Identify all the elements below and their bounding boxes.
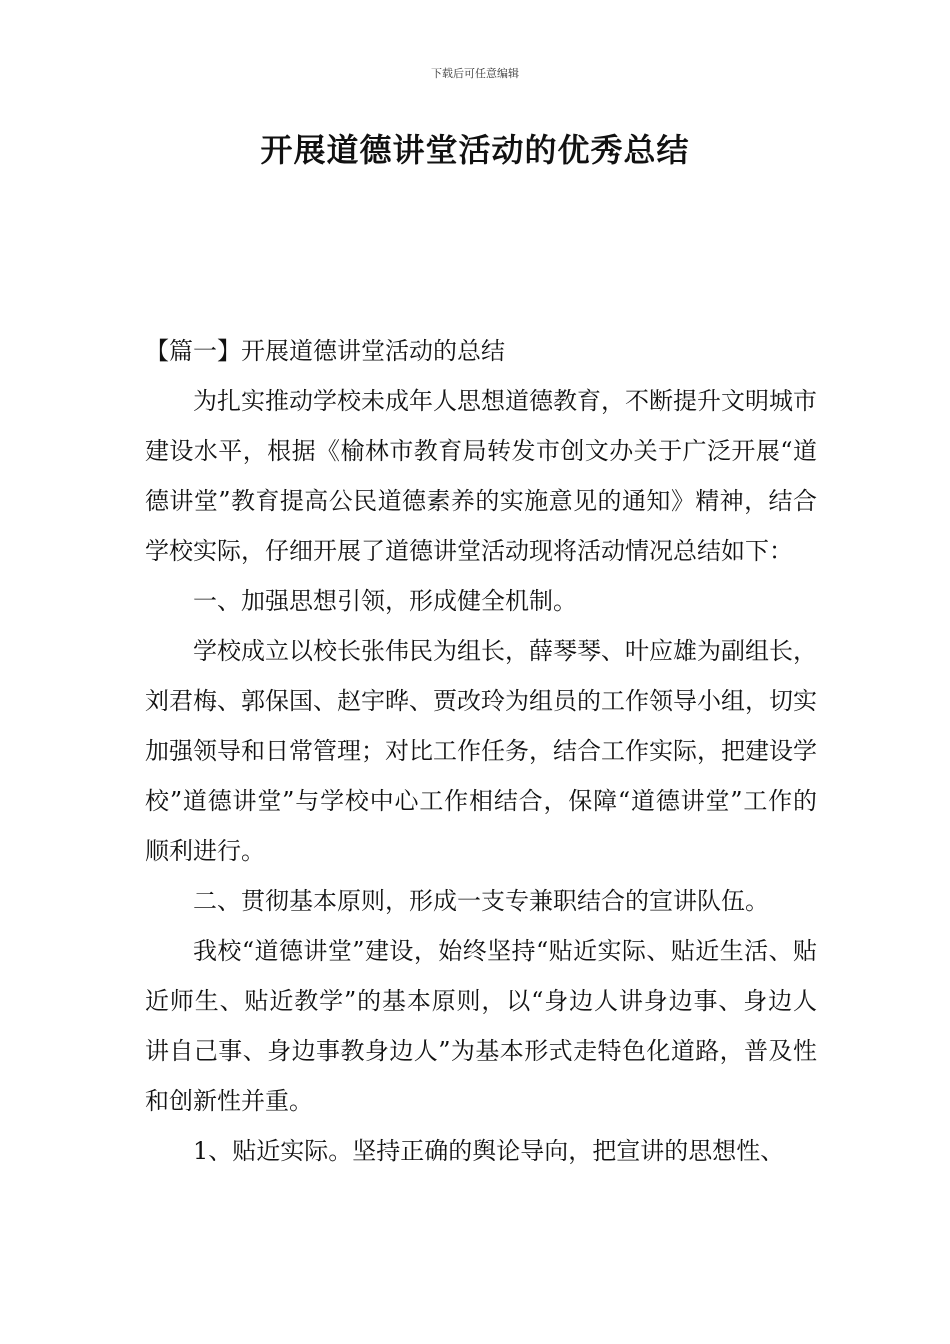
paragraph-item-1: 1、贴近实际。坚持正确的舆论导向，把宣讲的思想性、	[193, 1137, 785, 1165]
paragraph-principles: 我校“道德讲堂”建设，始终坚持“贴近实际、贴近生活、贴近师生、贴近教学”的基本原则，以“身边人讲身边事、身边人讲自己事、身边事教身边人”为基本形式走特色化道路，普及性和创新性并重。	[145, 937, 817, 1115]
document-body	[145, 326, 817, 1176]
page-header-note: 下载后可任意编辑	[431, 67, 519, 80]
document-title: 开展道德讲堂活动的优秀总结	[260, 131, 690, 169]
section-heading: 【篇一】开展道德讲堂活动的总结	[145, 337, 505, 365]
paragraph-heading-2: 二、贯彻基本原则，形成一支专兼职结合的宣讲队伍。	[193, 887, 769, 915]
paragraph-heading-1: 一、加强思想引领，形成健全机制。	[193, 587, 577, 615]
paragraph-intro: 为扎实推动学校未成年人思想道德教育，不断提升文明城市建设水平，根据《榆林市教育局转发市创文办关于广泛开展“道德讲堂”教育提高公民道德素养的实施意见的通知》精神，结合学校实际，仔细开展了道德讲堂活动现将活动情况总结如下：	[145, 387, 817, 565]
paragraph-leadership: 学校成立以校长张伟民为组长，薛琴琴、叶应雄为副组长，刘君梅、郭保国、赵宇晔、贾改玲为组员的工作领导小组，切实加强领导和日常管理；对比工作任务，结合工作实际，把建设学校”道德讲堂”与学校中心工作相结合，保障“道德讲堂”工作的顺利进行。	[145, 637, 817, 865]
